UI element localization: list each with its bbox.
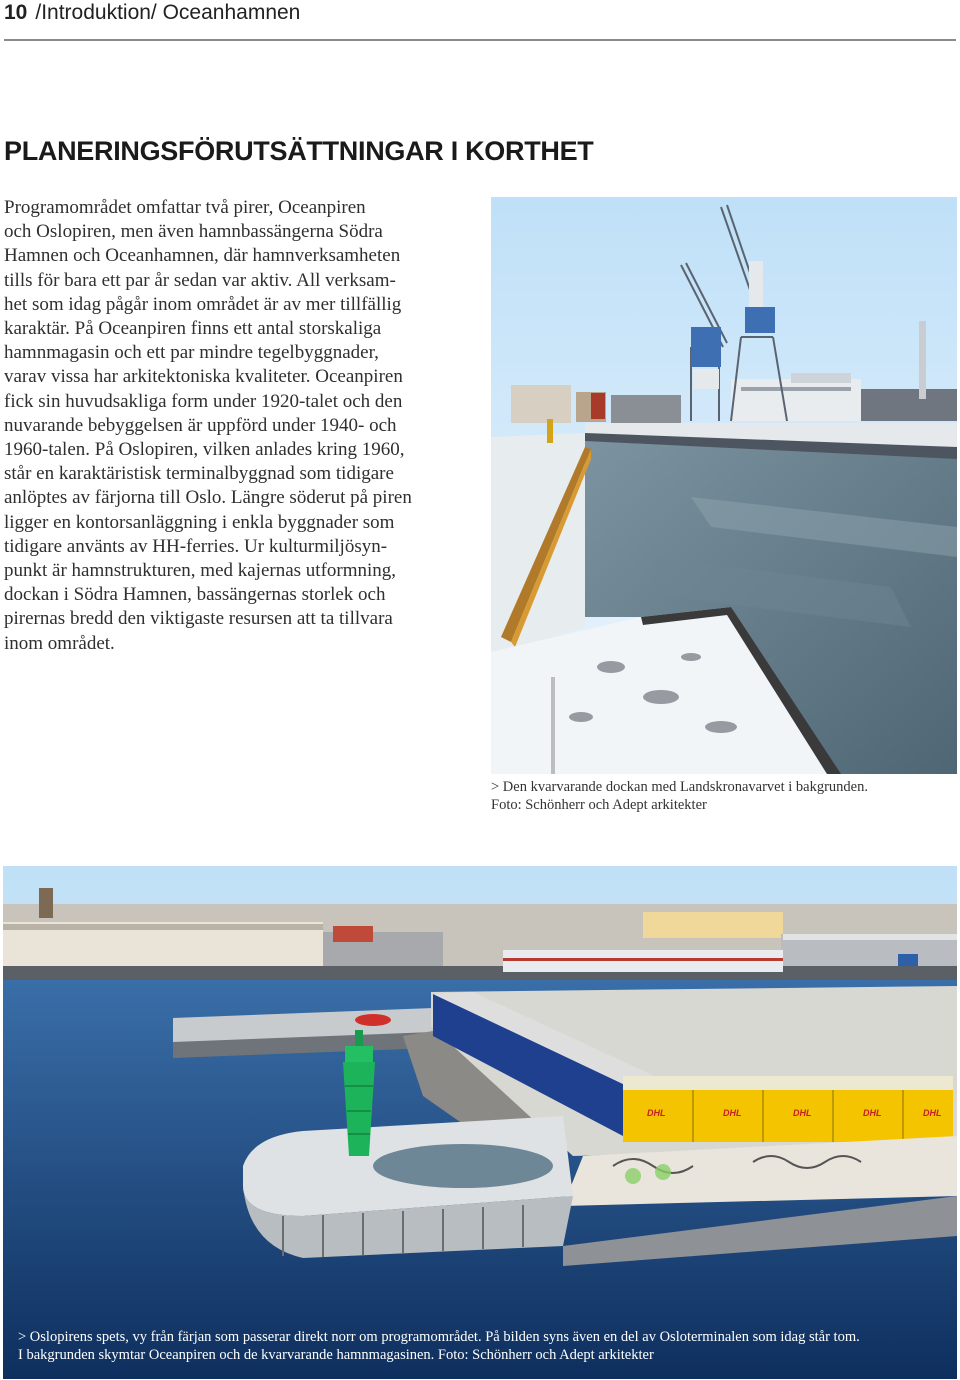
dhl-containers (623, 1076, 953, 1142)
body-line: ligger en kontorsanläggning i enkla byggnader som (4, 511, 395, 533)
dock-photo (491, 197, 957, 774)
caption-line: > Den kvarvarande dockan med Landskronavarvet i bakgrunden. (491, 779, 868, 795)
body-line: och Oslopiren, men även hamnbassängerna Södra (4, 221, 383, 243)
body-line: Programområdet omfattar två pirer, Oceanpiren (4, 197, 366, 218)
body-line: 1960-talen. På Oslopiren, vilken anlades kring 1960, (4, 439, 405, 461)
body-paragraph (4, 196, 472, 656)
dhl-logo: DHL (793, 1108, 812, 1118)
header-divider (4, 39, 956, 41)
pier-photo (3, 866, 957, 1379)
caption-credit: I bakgrunden skymtar Oceanpiren och de kvarvarande hamnmagasinen. Foto: Schönherr och Adept arkitekter (18, 1346, 654, 1363)
dock-photo-caption (491, 779, 957, 814)
body-line: punkt är hamnstrukturen, med kajernas utformning, (4, 560, 397, 582)
dhl-logo: DHL (923, 1108, 942, 1118)
caption-credit: Foto: Schönherr och Adept arkitekter (491, 796, 707, 813)
body-line: anlöptes av färjorna till Oslo. Längre söderut på piren (4, 487, 412, 509)
pier-photo-caption (18, 1329, 948, 1364)
body-line: står en karaktäristisk terminalbyggnad som tidigare (4, 463, 394, 485)
beacon-tower (343, 1030, 375, 1156)
body-line: het som idag pågår inom området är av mer tillfällig (4, 293, 402, 315)
body-line: hamnmagasin och ett par mindre tegelbyggnader, (4, 342, 379, 364)
body-line: karaktär. På Oceanpiren finns ett antal storskaliga (4, 318, 382, 340)
body-line: varav vissa har arkitektoniska kvaliteter. Oceanpiren (4, 366, 403, 388)
page-number: 10 (4, 1, 28, 24)
body-line: Hamnen och Oceanhamnen, där hamnverksamheten (4, 245, 401, 267)
dhl-logo: DHL (647, 1108, 666, 1118)
body-line: tills för bara ett par år sedan var aktiv. All verksam- (4, 269, 396, 291)
body-line: nuvarande bebyggelsen är uppförd under 1940- och (4, 414, 397, 436)
body-line: pirernas bredd den viktigaste resursen att ta tillvara (4, 608, 393, 630)
body-line: inom området. (4, 632, 115, 654)
section-breadcrumb: /Introduktion/ Oceanhamnen (35, 1, 301, 24)
dhl-logo: DHL (723, 1108, 742, 1118)
body-line: dockan i Södra Hamnen, bassängernas storlek och (4, 584, 386, 606)
body-line: tidigare använts av HH-ferries. Ur kulturmiljösyn- (4, 535, 388, 557)
page-header (4, 0, 956, 40)
caption-line: > Oslopirens spets, vy från färjan som passerar direkt norr om programområdet. På bilden syns även en del av Osloterminalen som idag står tom. (18, 1329, 860, 1345)
dhl-logo: DHL (863, 1108, 882, 1118)
body-line: fick sin huvudsakliga form under 1920-talet och den (4, 390, 403, 412)
page-title: PLANERINGSFÖRUTSÄTTNINGAR I KORTHET (4, 136, 594, 166)
